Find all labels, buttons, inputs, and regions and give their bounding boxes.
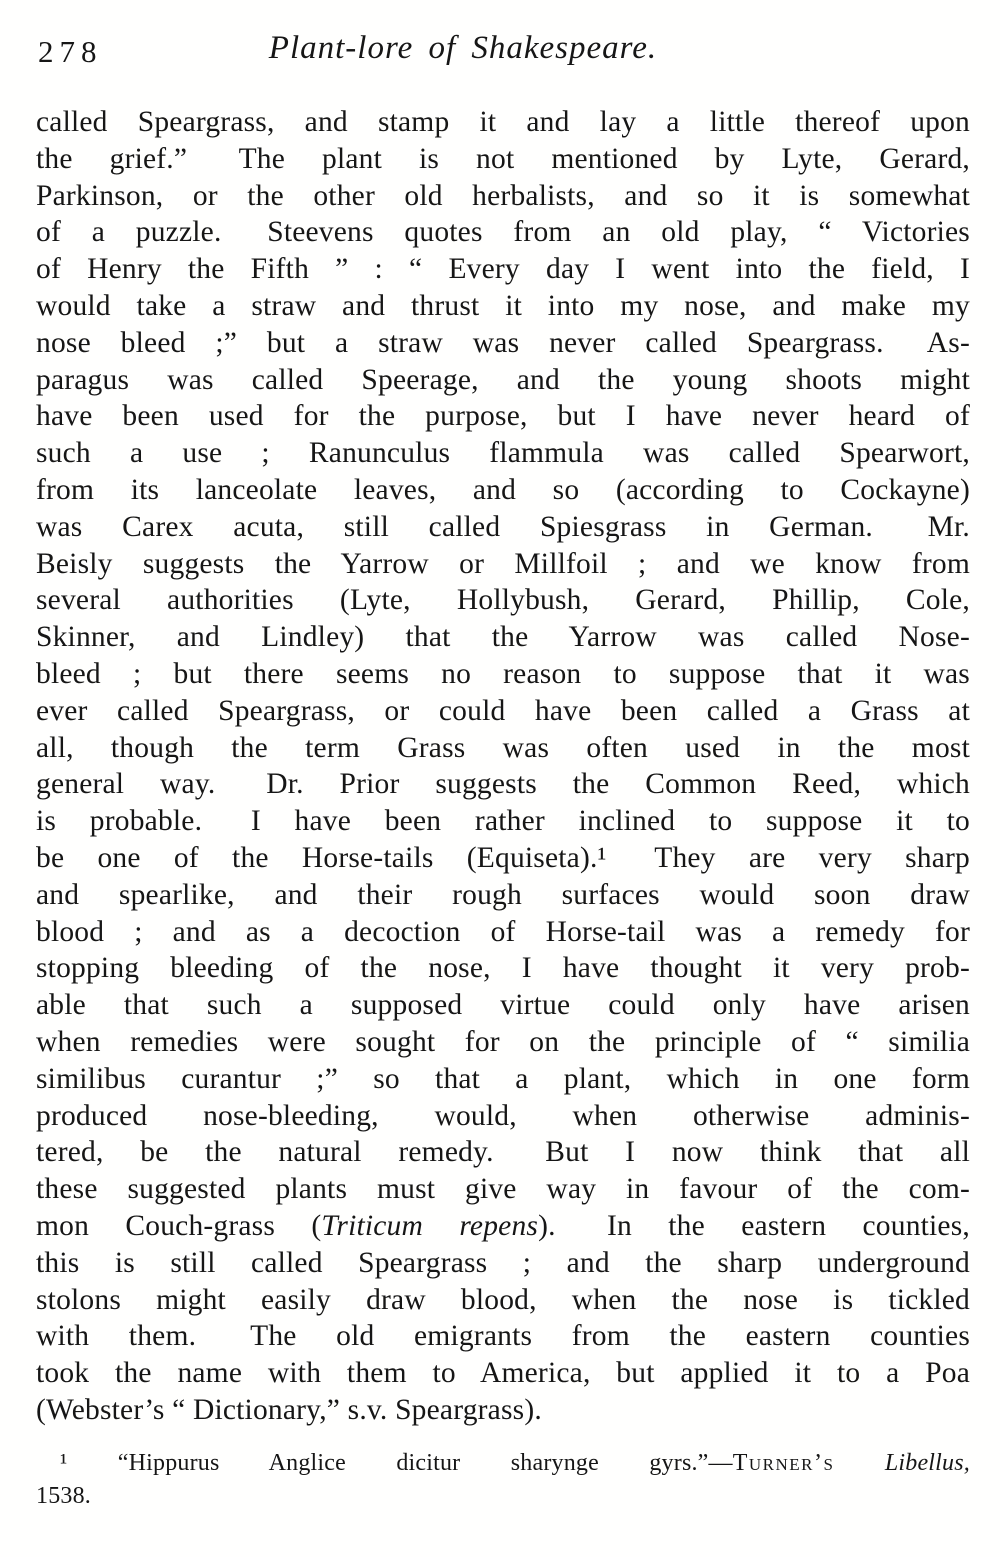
body-text-line: produced nose-bleeding, would, when otherwise adminis- <box>36 1099 970 1132</box>
body-text-line: general way. Dr. Prior suggests the Common Reed, which <box>36 768 970 801</box>
page-body-text <box>36 104 970 1429</box>
body-text-line: with them. The old emigrants from the eastern counties <box>36 1320 970 1353</box>
body-text-line: these suggested plants must give way in favour of the com- <box>36 1173 970 1206</box>
footnote <box>36 1447 970 1513</box>
body-text-line: is probable. I have been rather inclined to suppose it to <box>36 805 970 838</box>
body-text-line: paragus was called Speerage, and the young shoots might <box>36 363 970 396</box>
body-text-line: such a use ; Ranunculus flammula was called Spearwort, <box>36 437 970 470</box>
body-text-line: and spearlike, and their rough surfaces would soon draw <box>36 878 970 911</box>
footnote-line: 1538. <box>36 1482 91 1509</box>
page-number: 278 <box>38 34 103 69</box>
body-text-line: was Carex acuta, still called Spiesgrass in German. Mr. <box>36 510 970 543</box>
body-text-line: bleed ; but there seems no reason to suppose that it was <box>36 657 970 690</box>
body-text-line: tered, be the natural remedy. But I now think that all <box>36 1136 970 1169</box>
body-text-line: stopping bleeding of the nose, I have thought it very prob- <box>36 952 970 985</box>
body-text-line: took the name with them to America, but applied it to a Poa <box>36 1357 970 1390</box>
footnote-line <box>36 1447 970 1480</box>
footnote-line-italic-segment: Libellus, <box>884 1449 970 1476</box>
body-text-line: all, though the term Grass was often used in the most <box>36 731 970 764</box>
body-text-line: several authorities (Lyte, Hollybush, Gerard, Phillip, Cole, <box>36 584 970 617</box>
body-text-line-italic-segment: Triticum repens <box>321 1209 539 1242</box>
body-text-line: (Webster’s “ Dictionary,” s.v. Speargrass). <box>36 1393 542 1426</box>
body-text-line: similibus curantur ;” so that a plant, which in one form <box>36 1062 970 1095</box>
body-text-line: nose bleed ;” but a straw was never called Speargrass. As- <box>36 326 970 359</box>
body-text-line: ever called Speargrass, or could have been called a Grass at <box>36 694 970 727</box>
body-text-line: the grief.” The plant is not mentioned by Lyte, Gerard, <box>36 142 970 175</box>
body-text-line: have been used for the purpose, but I have never heard of <box>36 400 970 433</box>
body-text-line-segment: ). In the eastern counties, <box>538 1209 970 1242</box>
body-text-line: able that such a supposed virtue could only have arisen <box>36 989 970 1022</box>
body-text-line: of a puzzle. Steevens quotes from an old play, “ Victories <box>36 216 970 249</box>
body-text-line: Beisly suggests the Yarrow or Millfoil ; and we know from <box>36 547 970 580</box>
body-text-line: of Henry the Fifth ” : “ Every day I went into the field, I <box>36 253 970 286</box>
body-text-line: this is still called Speargrass ; and the sharp underground <box>36 1246 970 1279</box>
footnote-line-segment <box>834 1450 884 1476</box>
footnote-line-smallcaps-segment: Turner’s <box>732 1449 835 1476</box>
body-text-line: from its lanceolate leaves, and so (according to Cockayne) <box>36 473 970 506</box>
footnote-line-segment: ¹ “Hippurus Anglice dicitur sharynge gyrs.”— <box>60 1449 733 1476</box>
page-title: Plant-lore of Shakespeare. <box>268 30 658 66</box>
body-text-line: blood ; and as a decoction of Horse-tail was a remedy for <box>36 915 970 948</box>
body-text-line: would take a straw and thrust it into my nose, and make my <box>36 289 970 322</box>
body-text-line: Skinner, and Lindley) that the Yarrow was called Nose- <box>36 621 970 654</box>
body-text-line: called Speargrass, and stamp it and lay a little thereof upon <box>36 106 970 138</box>
body-text-line: Parkinson, or the other old herbalists, and so it is somewhat <box>36 179 970 212</box>
body-text-line: stolons might easily draw blood, when the nose is tickled <box>36 1283 970 1316</box>
running-header <box>36 30 970 78</box>
body-text-line: be one of the Horse-tails (Equiseta).¹ They are very sharp <box>36 841 970 874</box>
body-text-line <box>36 1208 970 1245</box>
body-text-line-segment: mon Couch-grass ( <box>36 1209 322 1242</box>
body-text-line: when remedies were sought for on the principle of “ similia <box>36 1025 970 1058</box>
